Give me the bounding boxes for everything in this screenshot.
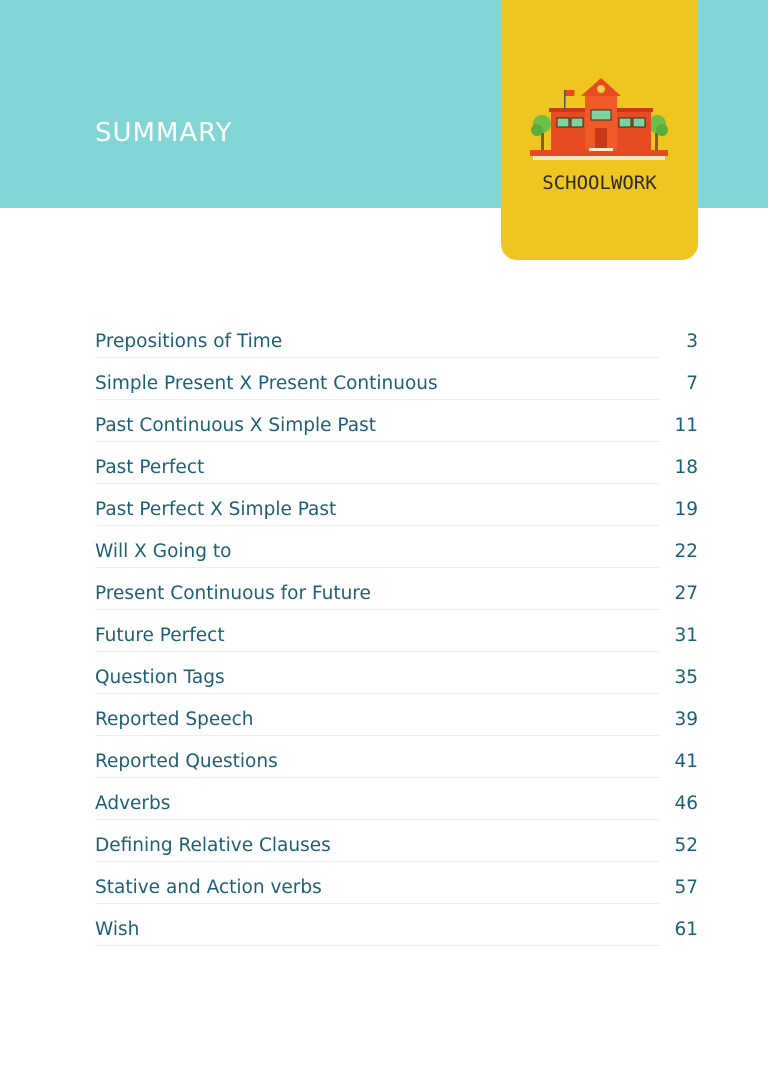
toc-entry-page-number: 35 [674,667,698,688]
toc-entry-title[interactable]: Adverbs [95,793,171,814]
toc-entry-title[interactable]: Present Continuous for Future [95,583,371,604]
toc-entry[interactable] [95,578,698,620]
toc-entry[interactable] [95,326,698,368]
toc-entry[interactable] [95,788,698,830]
toc-divider [95,651,660,652]
toc-divider [95,483,660,484]
toc-entry-title[interactable]: Past Continuous X Simple Past [95,415,376,436]
school-building-icon [527,72,672,167]
toc-entry-title[interactable]: Wish [95,919,140,940]
toc-entry-title[interactable]: Prepositions of Time [95,331,283,352]
toc-entry-page-number: 61 [674,919,698,940]
toc-divider [95,357,660,358]
toc-entry-title[interactable]: Defining Relative Clauses [95,835,331,856]
toc-entry-page-number: 31 [674,625,698,646]
toc-divider [95,945,660,946]
toc-entry-title[interactable]: Question Tags [95,667,225,688]
toc-entry-title[interactable]: Will X Going to [95,541,232,562]
toc-divider [95,567,660,568]
table-of-contents [95,326,698,956]
toc-entry-page-number: 3 [686,331,698,352]
logo-card [501,0,698,260]
toc-entry[interactable] [95,872,698,914]
toc-entry[interactable] [95,410,698,452]
toc-entry-title[interactable]: Past Perfect X Simple Past [95,499,337,520]
toc-entry-page-number: 46 [674,793,698,814]
toc-entry[interactable] [95,536,698,578]
toc-entry[interactable] [95,452,698,494]
toc-entry[interactable] [95,494,698,536]
toc-entry-title[interactable]: Stative and Action verbs [95,877,322,898]
logo-text: SCHOOLWORK [542,172,657,194]
toc-entry-title[interactable]: Reported Speech [95,709,254,730]
toc-entry-page-number: 57 [674,877,698,898]
toc-entry-page-number: 27 [674,583,698,604]
toc-entry-page-number: 22 [674,541,698,562]
toc-entry-title[interactable]: Past Perfect [95,457,205,478]
toc-divider [95,777,660,778]
toc-entry-page-number: 7 [686,373,698,394]
toc-entry[interactable] [95,662,698,704]
toc-entry-title[interactable]: Reported Questions [95,751,278,772]
toc-entry-title[interactable]: Simple Present X Present Continuous [95,373,438,394]
page-title: SUMMARY [95,118,233,148]
toc-entry-page-number: 19 [674,499,698,520]
toc-entry[interactable] [95,830,698,872]
toc-divider [95,399,660,400]
toc-entry-page-number: 11 [674,415,698,436]
toc-entry-page-number: 52 [674,835,698,856]
toc-divider [95,609,660,610]
toc-divider [95,735,660,736]
toc-entry[interactable] [95,620,698,662]
toc-divider [95,861,660,862]
toc-divider [95,525,660,526]
toc-divider [95,441,660,442]
toc-divider [95,693,660,694]
toc-entry[interactable] [95,704,698,746]
toc-divider [95,903,660,904]
toc-entry-page-number: 39 [674,709,698,730]
toc-entry-page-number: 41 [674,751,698,772]
toc-divider [95,819,660,820]
toc-entry[interactable] [95,746,698,788]
toc-entry-title[interactable]: Future Perfect [95,625,225,646]
toc-entry[interactable] [95,368,698,410]
toc-entry[interactable] [95,914,698,956]
toc-entry-page-number: 18 [674,457,698,478]
